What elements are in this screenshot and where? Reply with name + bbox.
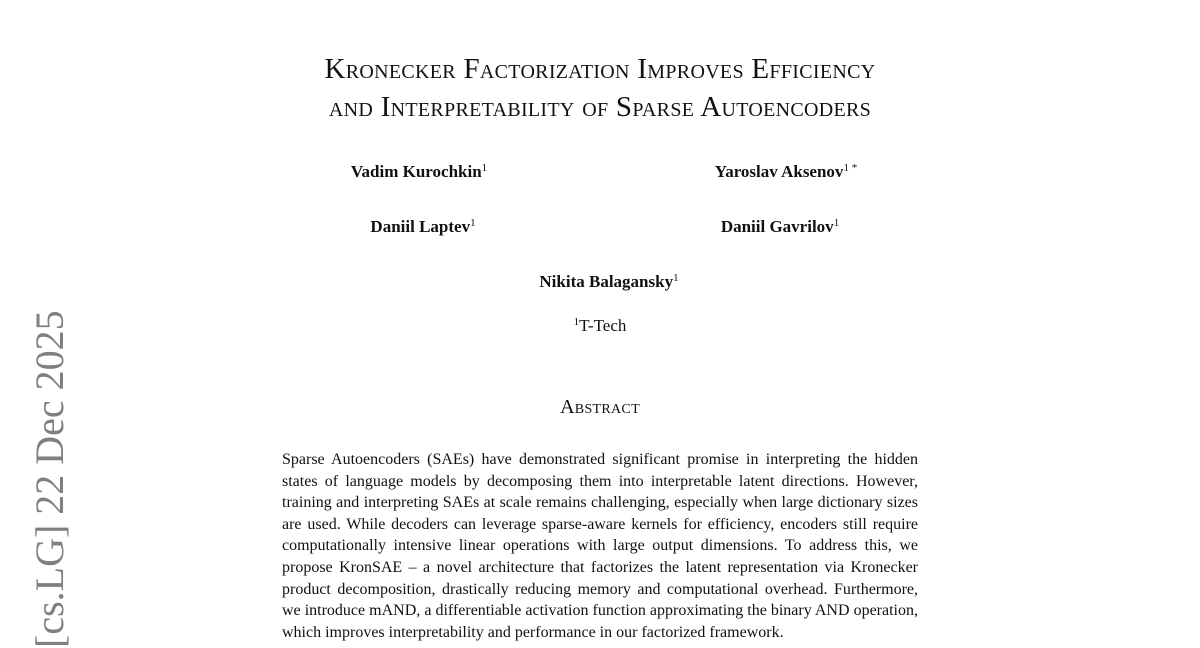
author-name: Yaroslav Aksenov <box>714 162 844 181</box>
affiliation-mark: 1 <box>573 316 580 328</box>
author-daniil-gavrilov <box>721 217 839 237</box>
author-affil-mark: 1 * <box>843 162 858 174</box>
title-line-1: Kronecker Factorization Improves Efficiency <box>324 53 876 85</box>
abstract-text: Sparse Autoencoders (SAEs) have demonstrated significant promise in interpreting the hidden states of language models by decomposing them into interpretable latent directions. However, training and interpreting SAEs at scale remains challenging, especially when large dictionary sizes are used. While decoders can leverage sparse-aware kernels for efficiency, encoders still require computationally intensive linear operations with large output dimensions. To address this, we propose KronSAE – a novel architecture that factorizes the latent representation via Kronecker product decomposition, drastically reducing memory and computational overhead. Furthermore, we introduce mAND, a differentiable activation function approximating the binary AND operation, which improves interpretability and performance in our factorized framework. <box>282 451 918 641</box>
author-affil-mark: 1 <box>833 217 840 229</box>
paper-title <box>0 50 1200 126</box>
author-name: Nikita Balagansky <box>539 272 674 291</box>
author-affil-mark: 1 <box>481 162 488 174</box>
author-affil-mark: 1 <box>470 217 476 229</box>
author-nikita-balagansky <box>539 272 678 292</box>
author-vadim-kurochkin <box>351 162 487 182</box>
author-name: Vadim Kurochkin <box>350 162 482 181</box>
title-line-2: and Interpretability of Sparse Autoencoders <box>328 91 872 123</box>
author-yaroslav-aksenov <box>715 162 857 182</box>
abstract-heading: Abstract <box>560 396 640 418</box>
author-affil-mark: 1 <box>673 272 679 284</box>
author-name: Daniil Gavrilov <box>720 217 834 236</box>
author-name: Daniil Laptev <box>370 217 471 236</box>
affiliation <box>574 316 627 336</box>
affiliation-name: T-Tech <box>579 316 627 335</box>
author-daniil-laptev <box>370 217 475 237</box>
arxiv-stamp: [cs.LG] 22 Dec 2025 <box>27 310 72 648</box>
